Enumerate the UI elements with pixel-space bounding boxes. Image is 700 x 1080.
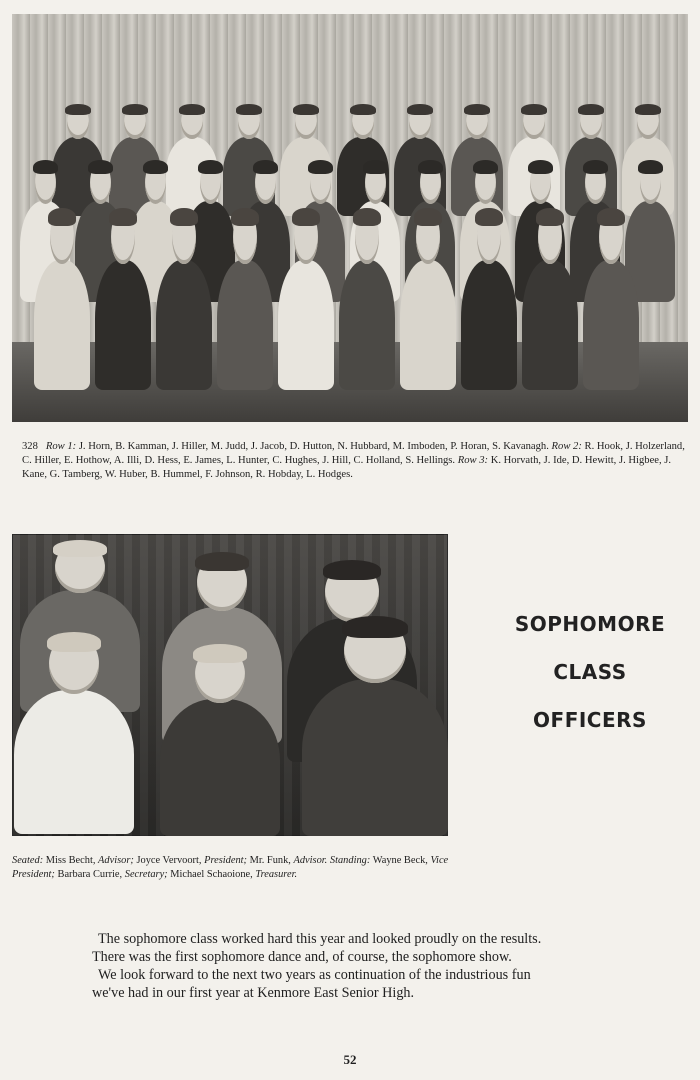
officers-caption bbox=[12, 854, 482, 882]
row3-names: K. Horvath, J. Ide, D. Hewitt, J. Higbee, J. Kane, G. Tamberg, W. Huber, B. Hummel, F. Johnson, R. Hobday, L. Hodges. bbox=[22, 455, 672, 480]
person-hair bbox=[48, 208, 76, 226]
person-hair bbox=[521, 104, 547, 115]
body-line-4: we've had in our first year at Kenmore East Senior High. bbox=[92, 985, 415, 1001]
row1-label: Row 1: bbox=[45, 441, 77, 452]
person-hair bbox=[473, 160, 498, 174]
person-figure bbox=[278, 260, 334, 390]
person-hair bbox=[65, 104, 91, 115]
person-figure bbox=[583, 260, 639, 390]
person-hair bbox=[353, 208, 381, 226]
person-hair bbox=[536, 208, 564, 226]
person-figure bbox=[400, 260, 456, 390]
person-figure bbox=[302, 679, 448, 836]
seated-2-role: President; bbox=[204, 855, 247, 866]
standing-label: Standing: bbox=[329, 855, 371, 866]
title-line-1: SOPHOMORE bbox=[514, 612, 666, 636]
body-paragraph bbox=[92, 930, 618, 1002]
row3-label: Row 3: bbox=[457, 455, 489, 466]
officers-title bbox=[500, 612, 680, 732]
seated-1-name: Miss Becht, bbox=[45, 855, 96, 866]
person-hair bbox=[350, 104, 376, 115]
class-group-photo bbox=[12, 14, 688, 422]
person-hair bbox=[323, 560, 382, 580]
person-hair bbox=[122, 104, 148, 115]
person-hair bbox=[597, 208, 625, 226]
person-hair bbox=[464, 104, 490, 115]
standing-1-name: Wayne Beck, bbox=[372, 855, 428, 866]
person-hair bbox=[475, 208, 503, 226]
photo-number: 328 bbox=[22, 441, 38, 452]
person-hair bbox=[407, 104, 433, 115]
person-hair bbox=[198, 160, 223, 174]
person-hair bbox=[33, 160, 58, 174]
seated-2-name: Joyce Vervoort, bbox=[136, 855, 202, 866]
row1-names: J. Horn, B. Kamman, J. Hiller, M. Judd, J. Jacob, D. Hutton, N. Hubbard, M. Imboden, P. Horan, S. Kavanagh. bbox=[78, 441, 549, 452]
person-hair bbox=[578, 104, 604, 115]
person-hair bbox=[414, 208, 442, 226]
person-hair bbox=[231, 208, 259, 226]
body-line-2: There was the first sophomore dance and, of course, the sophomore show. bbox=[92, 949, 512, 965]
standing-2-name: Barbara Currie, bbox=[57, 869, 123, 880]
seated-3-role: Advisor. bbox=[293, 855, 328, 866]
person-figure bbox=[156, 260, 212, 390]
class-photo-caption bbox=[22, 440, 686, 482]
person-figure bbox=[217, 260, 273, 390]
person-figure bbox=[461, 260, 517, 390]
person-figure bbox=[14, 690, 134, 834]
seated-3-name: Mr. Funk, bbox=[249, 855, 291, 866]
person-hair bbox=[88, 160, 113, 174]
officers-photo bbox=[12, 534, 448, 836]
person-figure bbox=[95, 260, 151, 390]
body-line-1: The sophomore class worked hard this year and looked proudly on the results. bbox=[98, 931, 542, 947]
person-hair bbox=[292, 208, 320, 226]
title-line-3: OFFICERS bbox=[533, 708, 647, 732]
person-hair bbox=[638, 160, 663, 174]
person-hair bbox=[363, 160, 388, 174]
row2-label: Row 2: bbox=[551, 441, 582, 452]
standing-3-name: Michael Schaoione, bbox=[170, 869, 253, 880]
person-hair bbox=[342, 616, 407, 638]
standing-2-role: Secretary; bbox=[124, 869, 168, 880]
title-line-2: CLASS bbox=[553, 660, 627, 684]
person-hair bbox=[170, 208, 198, 226]
person-figure bbox=[522, 260, 578, 390]
person-hair bbox=[47, 632, 101, 652]
person-hair bbox=[179, 104, 205, 115]
person-hair bbox=[53, 540, 107, 557]
person-figure bbox=[160, 699, 280, 836]
person-hair bbox=[143, 160, 168, 174]
person-hair bbox=[195, 552, 249, 571]
person-hair bbox=[253, 160, 278, 174]
row2-names: R. Hook, J. Holzerland, C. Hiller, E. Hothow, A. Illi, D. Hess, E. James, L. Hunter, C. Hughes, J. Hill, C. Holland, S. Hellings. bbox=[22, 441, 685, 466]
seated-1-role: Advisor; bbox=[98, 855, 134, 866]
person-figure bbox=[339, 260, 395, 390]
standing-1-role: Vice President; bbox=[12, 855, 449, 880]
person-figure bbox=[34, 260, 90, 390]
body-line-3: We look forward to the next two years as continuation of the industrious fun bbox=[98, 967, 531, 983]
standing-3-role: Treasurer. bbox=[255, 869, 298, 880]
seated-label: Seated: bbox=[12, 855, 44, 866]
page-number: 52 bbox=[343, 1052, 357, 1067]
person-hair bbox=[109, 208, 137, 226]
person-hair bbox=[418, 160, 443, 174]
person-hair bbox=[293, 104, 319, 115]
person-hair bbox=[193, 644, 247, 663]
person-hair bbox=[528, 160, 553, 174]
person-hair bbox=[308, 160, 333, 174]
person-hair bbox=[635, 104, 661, 115]
person-hair bbox=[236, 104, 262, 115]
person-hair bbox=[583, 160, 608, 174]
